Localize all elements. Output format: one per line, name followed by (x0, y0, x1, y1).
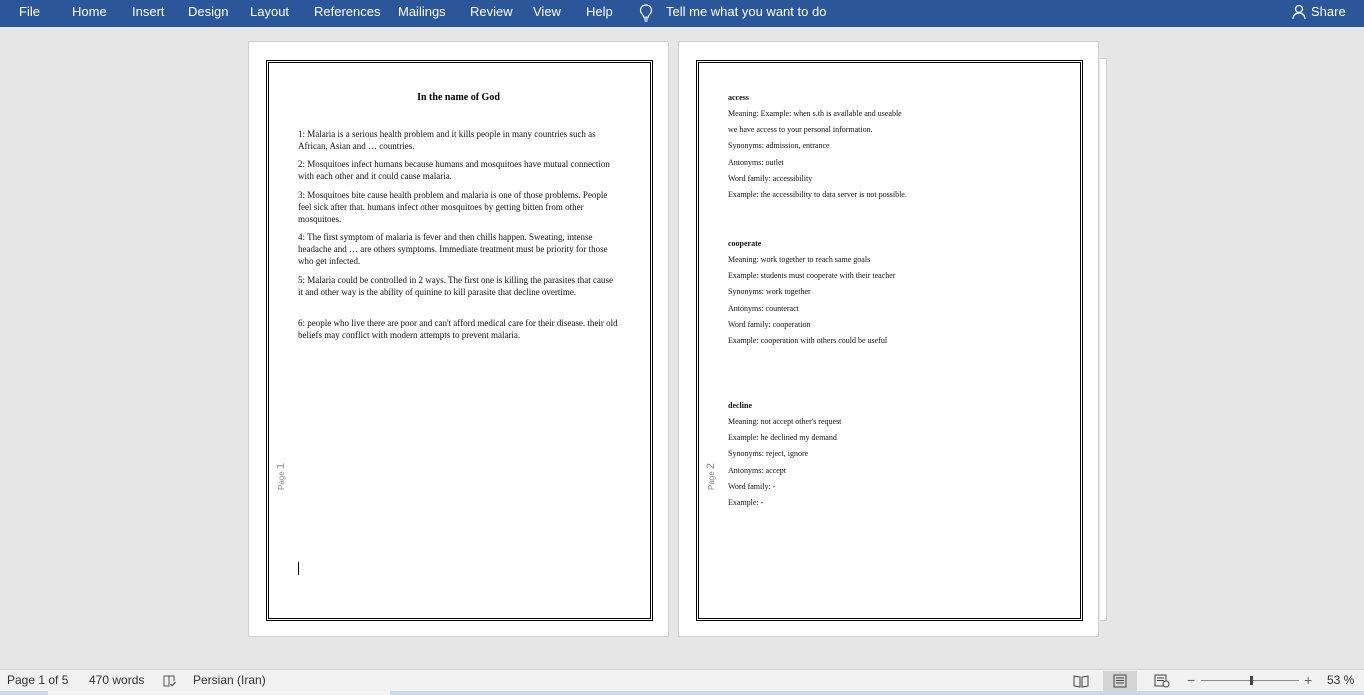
tab-references[interactable]: References (314, 4, 381, 19)
vocab-line[interactable]: Meaning: work together to reach same goals (728, 255, 871, 264)
web-layout-button[interactable] (1145, 671, 1179, 691)
vocab-line[interactable]: Example: cooperation with others could be useful (728, 335, 888, 345)
document-page-1[interactable] (248, 41, 669, 637)
page-number-label (275, 463, 287, 490)
vocab-line[interactable]: Antonyms: outlet (728, 157, 784, 167)
vocab-line[interactable]: Meaning: Example: when s.th is available and useable (728, 109, 902, 118)
share-button[interactable] (1292, 0, 1346, 27)
vocab-line[interactable]: Antonyms: counteract (728, 303, 799, 313)
tab-home[interactable]: Home (72, 4, 107, 19)
ribbon-tab-bar (0, 0, 1364, 27)
print-layout-icon (1112, 674, 1128, 688)
vocab-line[interactable]: Antonyms: accept (728, 465, 786, 475)
tab-mailings[interactable]: Mailings (398, 4, 446, 19)
web-layout-icon (1154, 674, 1170, 688)
page-number-value: 1 (275, 462, 287, 470)
read-mode-button[interactable] (1064, 671, 1098, 691)
zoom-in-button[interactable]: + (1304, 672, 1313, 688)
zoom-slider-thumb[interactable] (1250, 676, 1253, 685)
document-canvas[interactable] (0, 27, 1364, 669)
tab-help[interactable]: Help (586, 4, 613, 19)
vocab-line[interactable]: Word family: accessibility (728, 173, 813, 183)
document-title[interactable]: In the name of God (417, 92, 500, 103)
vocab-line[interactable]: Word family: - (728, 481, 776, 491)
vocab-line[interactable]: Meaning: not accept other's request (728, 417, 842, 426)
tab-layout[interactable]: Layout (250, 4, 290, 19)
vocab-word[interactable]: cooperate (728, 239, 762, 248)
proofing-icon[interactable] (163, 674, 177, 688)
tell-me-search[interactable]: Tell me what you want to do (666, 4, 827, 19)
person-icon (1292, 4, 1307, 20)
zoom-out-button[interactable]: − (1187, 672, 1196, 688)
zoom-level[interactable]: 53 % (1327, 673, 1355, 687)
vocab-entry-decline (728, 398, 841, 511)
print-layout-button[interactable] (1103, 671, 1137, 691)
vocab-line[interactable]: Synonyms: work together (728, 287, 811, 297)
vocab-entry-access (728, 90, 907, 203)
tab-review[interactable]: Review (470, 4, 513, 19)
tab-insert[interactable]: Insert (132, 4, 165, 19)
paragraph[interactable]: 2: Mosquitoes infect humans because humans and mosquitoes have mutual connection with each other and it could cause malaria. (298, 159, 610, 181)
paragraph[interactable]: 3: Mosquitoes bite cause health problem and malaria is one of those problems. People feel sick after that. humans infect other mosquitoes by getting bitten from other mosquitoes. (298, 190, 608, 224)
tab-design[interactable]: Design (188, 4, 229, 19)
paragraph[interactable]: 4: The first symptom of malaria is fever and then chills happen. Sweating, intense headache and … are others symptoms. Immediate treatment must be priority for those who get infected. (298, 232, 608, 266)
page-number-text: Page (707, 471, 716, 490)
page-count-status[interactable]: Page 1 of 5 (7, 673, 69, 687)
paragraph[interactable]: 5: Malaria could be controlled in 2 ways. The first one is killing the parasites that cause it and other way is the ability of quinine to kill parasite that decline overtime. (298, 275, 613, 297)
paragraph[interactable]: 6: people who live there are poor and can't afford medical care for their disease. their old beliefs may conflict with modern attempts to prevent malaria. (298, 318, 618, 340)
vocab-line[interactable]: Synonyms: admission, entrance (728, 141, 830, 151)
taskbar-item (48, 691, 390, 695)
vocab-line[interactable]: Example: students must cooperate with their teacher (728, 271, 896, 281)
vocab-line[interactable]: Synonyms: reject, ignore (728, 449, 809, 459)
page-number-text: Page (277, 471, 286, 490)
status-bar (0, 669, 1364, 691)
tab-view[interactable]: View (533, 4, 561, 19)
document-page-2[interactable] (678, 41, 1099, 637)
next-page-edge (1100, 58, 1107, 621)
taskbar-strip (0, 691, 1364, 695)
vocab-line[interactable]: Example: - (728, 497, 764, 507)
lightbulb-icon[interactable] (638, 3, 654, 23)
vocab-line[interactable]: we have access to your personal information. (728, 125, 873, 135)
page-number-label (705, 463, 717, 490)
text-cursor (298, 562, 299, 575)
read-mode-icon (1073, 674, 1089, 688)
word-count-status[interactable]: 470 words (89, 673, 145, 687)
vocab-word[interactable]: decline (728, 401, 752, 410)
tab-file[interactable]: File (19, 4, 40, 19)
vocab-line[interactable]: Word family: cooperation (728, 319, 811, 329)
paragraph[interactable]: 1: Malaria is a serious health problem and it kills people in many countries such as African, Asian and … countries. (298, 129, 596, 151)
vocab-line[interactable]: Example: the accessibility to data server is not possible. (728, 189, 907, 199)
vocab-entry-cooperate (728, 236, 896, 349)
vocab-line[interactable]: Example: he declined my demand (728, 433, 837, 443)
share-label: Share (1311, 4, 1346, 19)
page-number-value: 2 (705, 462, 717, 470)
vocab-word[interactable]: access (728, 93, 749, 102)
language-status[interactable]: Persian (Iran) (193, 673, 266, 687)
